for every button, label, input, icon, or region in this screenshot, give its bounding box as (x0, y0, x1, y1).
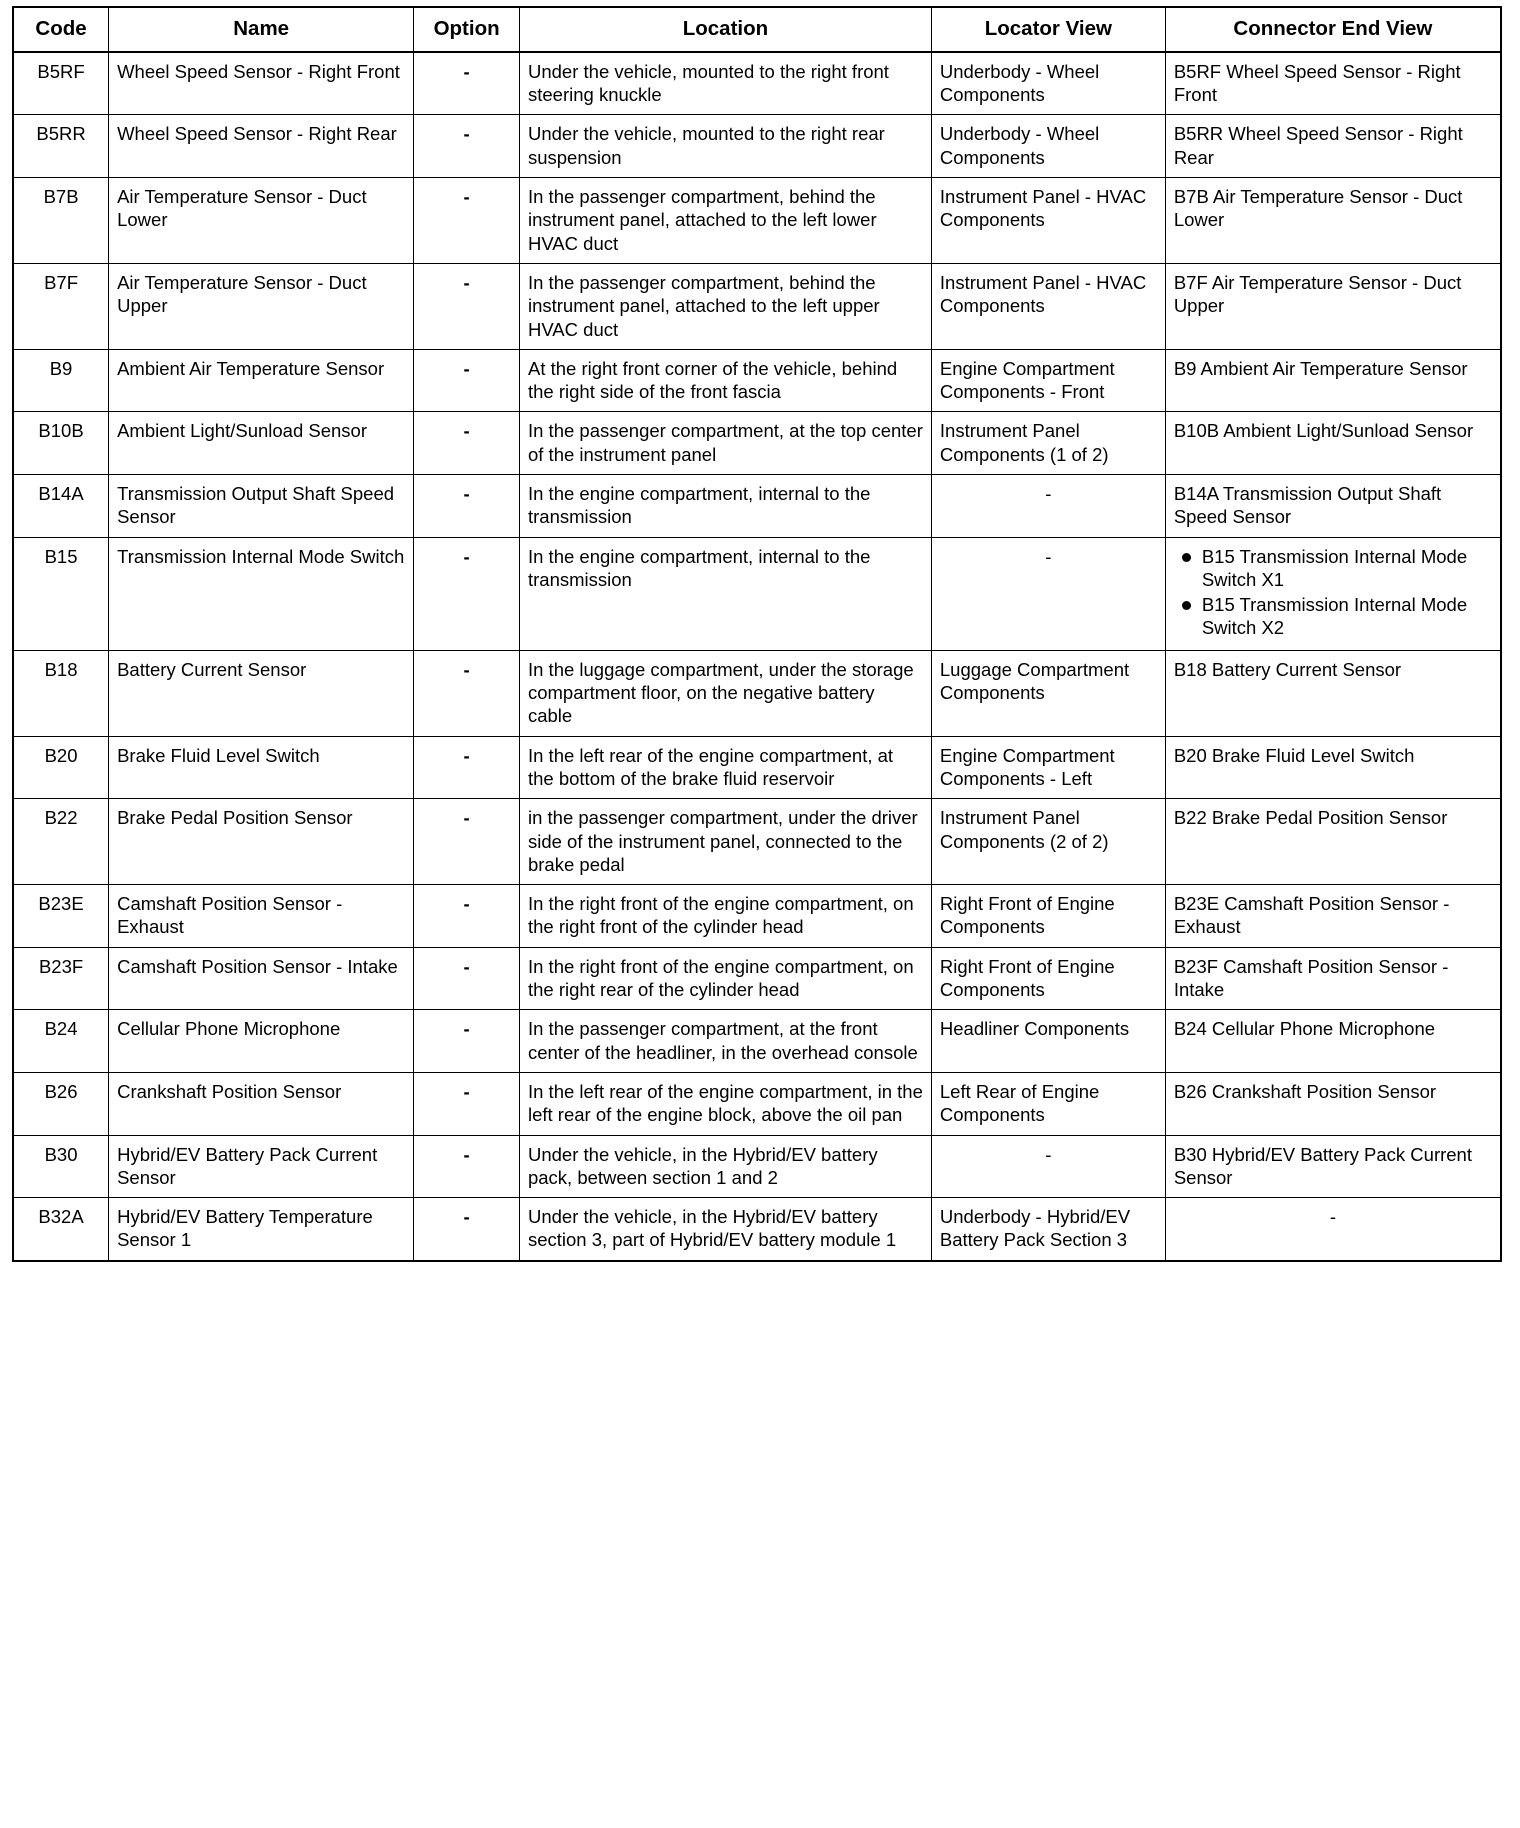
table-row (13, 263, 1501, 349)
cell-name: Wheel Speed Sensor - Right Rear (109, 115, 414, 178)
cell-option: - (414, 115, 520, 178)
cell-option: - (414, 736, 520, 799)
cell-name: Hybrid/EV Battery Temperature Sensor 1 (109, 1198, 414, 1261)
cell-locator-view: Underbody - Wheel Components (931, 52, 1165, 115)
cell-option: - (414, 650, 520, 736)
cell-location: In the right front of the engine compartment, on the right rear of the cylinder head (519, 947, 931, 1010)
cell-location: In the luggage compartment, under the storage compartment floor, on the negative battery cable (519, 650, 931, 736)
cell-code: B20 (13, 736, 109, 799)
cell-name: Camshaft Position Sensor - Exhaust (109, 885, 414, 948)
table-row (13, 52, 1501, 115)
cell-locator-view: Underbody - Wheel Components (931, 115, 1165, 178)
cell-code: B10B (13, 412, 109, 475)
table-body (13, 52, 1501, 1261)
table-row (13, 736, 1501, 799)
table-header (13, 7, 1501, 52)
cell-code: B26 (13, 1072, 109, 1135)
cell-option: - (414, 1072, 520, 1135)
cell-connector-end-view: B30 Hybrid/EV Battery Pack Current Sensor (1165, 1135, 1501, 1198)
table-row (13, 115, 1501, 178)
cell-name: Air Temperature Sensor - Duct Lower (109, 178, 414, 264)
column-header-connector-end-view: Connector End View (1165, 7, 1501, 52)
column-header-code: Code (13, 7, 109, 52)
cell-location: Under the vehicle, mounted to the right rear suspension (519, 115, 931, 178)
table-row (13, 799, 1501, 885)
cell-option: - (414, 537, 520, 650)
connector-end-view-list-item: B15 Transmission Internal Mode Switch X2 (1200, 593, 1492, 640)
cell-location: In the passenger compartment, behind the instrument panel, attached to the left lower HVAC duct (519, 178, 931, 264)
table-row (13, 349, 1501, 412)
cell-location: In the engine compartment, internal to the transmission (519, 474, 931, 537)
cell-locator-view: Instrument Panel Components (2 of 2) (931, 799, 1165, 885)
table-row (13, 650, 1501, 736)
cell-location: In the passenger compartment, at the front center of the headliner, in the overhead console (519, 1010, 931, 1073)
cell-option: - (414, 799, 520, 885)
cell-connector-end-view: B23E Camshaft Position Sensor - Exhaust (1165, 885, 1501, 948)
table-row (13, 947, 1501, 1010)
cell-code: B18 (13, 650, 109, 736)
cell-name: Brake Fluid Level Switch (109, 736, 414, 799)
cell-connector-end-view: B20 Brake Fluid Level Switch (1165, 736, 1501, 799)
cell-option: - (414, 947, 520, 1010)
cell-code: B24 (13, 1010, 109, 1073)
cell-locator-view: Instrument Panel - HVAC Components (931, 178, 1165, 264)
cell-connector-end-view: B24 Cellular Phone Microphone (1165, 1010, 1501, 1073)
connector-end-view-list (1174, 545, 1492, 640)
cell-location: In the passenger compartment, behind the instrument panel, attached to the left upper HVAC duct (519, 263, 931, 349)
cell-locator-view: Engine Compartment Components - Left (931, 736, 1165, 799)
component-locator-table (12, 6, 1502, 1262)
cell-location: Under the vehicle, in the Hybrid/EV battery section 3, part of Hybrid/EV battery module 1 (519, 1198, 931, 1261)
cell-name: Cellular Phone Microphone (109, 1010, 414, 1073)
cell-option: - (414, 474, 520, 537)
cell-code: B23F (13, 947, 109, 1010)
table-row (13, 537, 1501, 650)
cell-locator-view: Headliner Components (931, 1010, 1165, 1073)
cell-connector-end-view: - (1165, 1198, 1501, 1261)
cell-code: B14A (13, 474, 109, 537)
cell-location: In the passenger compartment, at the top center of the instrument panel (519, 412, 931, 475)
cell-name: Camshaft Position Sensor - Intake (109, 947, 414, 1010)
cell-option: - (414, 178, 520, 264)
cell-name: Ambient Air Temperature Sensor (109, 349, 414, 412)
cell-option: - (414, 1198, 520, 1261)
cell-option: - (414, 263, 520, 349)
cell-code: B9 (13, 349, 109, 412)
cell-connector-end-view: B23F Camshaft Position Sensor - Intake (1165, 947, 1501, 1010)
cell-name: Hybrid/EV Battery Pack Current Sensor (109, 1135, 414, 1198)
column-header-location: Location (519, 7, 931, 52)
cell-code: B7B (13, 178, 109, 264)
table-header-row (13, 7, 1501, 52)
cell-locator-view: Left Rear of Engine Components (931, 1072, 1165, 1135)
cell-code: B30 (13, 1135, 109, 1198)
cell-locator-view: Right Front of Engine Components (931, 885, 1165, 948)
cell-locator-view: Engine Compartment Components - Front (931, 349, 1165, 412)
cell-option: - (414, 1010, 520, 1073)
cell-locator-view: - (931, 474, 1165, 537)
cell-name: Wheel Speed Sensor - Right Front (109, 52, 414, 115)
connector-end-view-list-item: B15 Transmission Internal Mode Switch X1 (1200, 545, 1492, 592)
table-row (13, 1010, 1501, 1073)
cell-locator-view: - (931, 537, 1165, 650)
cell-locator-view: Instrument Panel Components (1 of 2) (931, 412, 1165, 475)
cell-connector-end-view: B10B Ambient Light/Sunload Sensor (1165, 412, 1501, 475)
cell-code: B22 (13, 799, 109, 885)
cell-name: Crankshaft Position Sensor (109, 1072, 414, 1135)
cell-location: At the right front corner of the vehicle, behind the right side of the front fascia (519, 349, 931, 412)
table-row (13, 1198, 1501, 1261)
cell-code: B5RF (13, 52, 109, 115)
table-row (13, 474, 1501, 537)
cell-location: In the engine compartment, internal to the transmission (519, 537, 931, 650)
cell-connector-end-view: B22 Brake Pedal Position Sensor (1165, 799, 1501, 885)
cell-location: in the passenger compartment, under the driver side of the instrument panel, connected to the brake pedal (519, 799, 931, 885)
cell-locator-view: Instrument Panel - HVAC Components (931, 263, 1165, 349)
cell-location: Under the vehicle, mounted to the right front steering knuckle (519, 52, 931, 115)
cell-connector-end-view: B7F Air Temperature Sensor - Duct Upper (1165, 263, 1501, 349)
cell-connector-end-view: B5RR Wheel Speed Sensor - Right Rear (1165, 115, 1501, 178)
table-row (13, 1135, 1501, 1198)
table-row (13, 178, 1501, 264)
column-header-name: Name (109, 7, 414, 52)
cell-option: - (414, 412, 520, 475)
cell-name: Transmission Output Shaft Speed Sensor (109, 474, 414, 537)
cell-locator-view: Right Front of Engine Components (931, 947, 1165, 1010)
cell-location: Under the vehicle, in the Hybrid/EV battery pack, between section 1 and 2 (519, 1135, 931, 1198)
cell-connector-end-view: B14A Transmission Output Shaft Speed Sensor (1165, 474, 1501, 537)
cell-name: Ambient Light/Sunload Sensor (109, 412, 414, 475)
cell-name: Air Temperature Sensor - Duct Upper (109, 263, 414, 349)
cell-name: Brake Pedal Position Sensor (109, 799, 414, 885)
cell-name: Battery Current Sensor (109, 650, 414, 736)
cell-code: B32A (13, 1198, 109, 1261)
cell-option: - (414, 52, 520, 115)
cell-locator-view: Underbody - Hybrid/EV Battery Pack Section 3 (931, 1198, 1165, 1261)
cell-locator-view: Luggage Compartment Components (931, 650, 1165, 736)
cell-connector-end-view: B7B Air Temperature Sensor - Duct Lower (1165, 178, 1501, 264)
cell-option: - (414, 885, 520, 948)
cell-connector-end-view (1165, 537, 1501, 650)
cell-name: Transmission Internal Mode Switch (109, 537, 414, 650)
cell-option: - (414, 349, 520, 412)
table-row (13, 1072, 1501, 1135)
cell-location: In the left rear of the engine compartment, in the left rear of the engine block, above the oil pan (519, 1072, 931, 1135)
cell-code: B7F (13, 263, 109, 349)
cell-code: B15 (13, 537, 109, 650)
table-row (13, 885, 1501, 948)
cell-option: - (414, 1135, 520, 1198)
cell-connector-end-view: B26 Crankshaft Position Sensor (1165, 1072, 1501, 1135)
cell-location: In the left rear of the engine compartment, at the bottom of the brake fluid reservoir (519, 736, 931, 799)
cell-code: B23E (13, 885, 109, 948)
cell-connector-end-view: B5RF Wheel Speed Sensor - Right Front (1165, 52, 1501, 115)
cell-location: In the right front of the engine compartment, on the right front of the cylinder head (519, 885, 931, 948)
cell-connector-end-view: B18 Battery Current Sensor (1165, 650, 1501, 736)
cell-locator-view: - (931, 1135, 1165, 1198)
column-header-option: Option (414, 7, 520, 52)
column-header-locator-view: Locator View (931, 7, 1165, 52)
table-row (13, 412, 1501, 475)
cell-code: B5RR (13, 115, 109, 178)
cell-connector-end-view: B9 Ambient Air Temperature Sensor (1165, 349, 1501, 412)
